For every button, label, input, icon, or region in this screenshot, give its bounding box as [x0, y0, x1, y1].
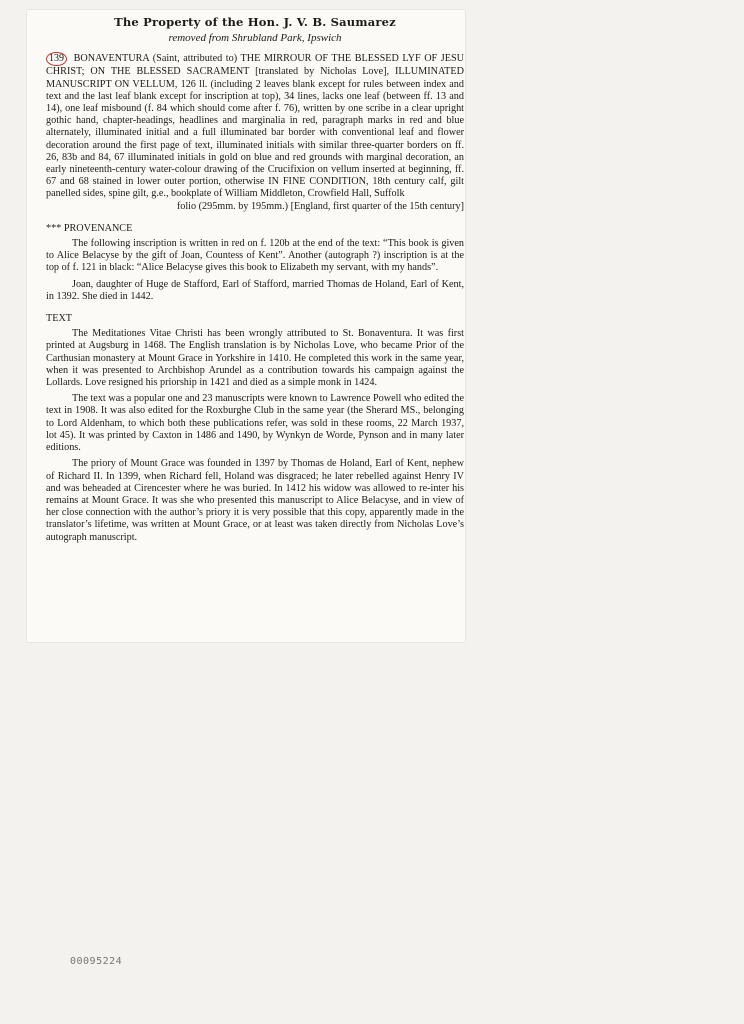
text-paragraph-3: The priory of Mount Grace was founded in 1397 by Thomas de Holand, Earl of Kent, nephew of Richard II. In 1399, when Richard fell, Holand was disgraced; he later rebelled against Henry IV and was beheaded at Cirencester where he was buried. In 1412 his widow was allowed to re-inter his remains at Mount Grace. It was she who presented this manuscript to Alice Belacyse, and in view of her close connection with the author’s priory it is very possible that this copy, apparently made in the translator’s lifetime, was written at Mount Grace, or at least was taken directly from Nicholas Love’s autograph manuscript.	[46, 458, 464, 543]
text-heading: TEXT	[46, 313, 73, 325]
provenance-paragraph-2: Joan, daughter of Huge de Stafford, Earl of Stafford, married Thomas de Holand, Earl of Kent, in 1392. She died in 1442.	[46, 278, 464, 302]
source-subheader: removed from Shrubland Park, Ipswich	[168, 32, 342, 45]
text-paragraph-1: The Meditationes Vitae Christi has been wrongly attributed to St. Bonaventura. It was first printed at Augsburg in 1468. The English translation is by Nicholas Love, who became Prior of the Carthusian monastery at Mount Grace in Yorkshire in 1410. He completed this work in the same year, when it was presented to Archbishop Arundel as a contribution towards his campaign against the Lollards. Love resigned his priorship in 1421 and died as a simple monk in 1424.	[46, 328, 464, 389]
accession-number: 00095224	[70, 956, 123, 967]
lot-number-circled: 139	[46, 52, 67, 66]
provenance-paragraph-1: The following inscription is written in red on f. 120b at the end of the text: “This book is given to Alice Belacyse by the gift of Joan, Countess of Kent”. Another (autograph ?) inscription is at the top of f. 121 in black: “Alice Belacyse gives this book to Elizabeth my servant, with my hands”.	[46, 238, 464, 274]
lot-description	[46, 52, 464, 200]
lot-description-text: BONAVENTURA (Saint, attributed to) THE MIRROUR OF THE BLESSED LYF OF JESU CHRIST; ON THE BLESSED SACRAMENT [translated by Nicholas Love], ILLUMINATED MANUSCRIPT ON VELLUM, 126 ll. (including 2 leaves blank except for rules between index and text and the last leaf blank except for inscription at top), 34 lines, lacks one leaf (between ff. 13 and 14), one leaf misbound (f. 84 which should come after f. 76), written by one scribe in a clear upright gothic hand, chapter-headings, headlines and marginalia in red, paragraph marks in red and blue alternately, illuminated initial and a full illuminated bar border with conventional leaf and flower decoration around the first page of text, illuminated initials with similar three-quarter borders on ff. 26, 83b and 84, 67 illuminated initials in gold on blue and red grounds with marginal decoration, an early nineteenth-century water-colour drawing of the Crucifixion on vellum inserted at beginning, ff. 67 and 68 stained in lower outer portion, otherwise IN FINE CONDITION, 18th century calf, gilt panelled sides, spine gilt, g.e., bookplate of William Middleton, Crowfield Hall, Suffolk	[46, 53, 464, 200]
provenance-heading: *** PROVENANCE	[46, 222, 133, 234]
lot-format-line: folio (295mm. by 195mm.) [England, first quarter of the 15th century]	[176, 200, 464, 212]
owner-header: The Property of the Hon. J. V. B. Saumarez	[114, 15, 396, 29]
catalogue-entry	[46, 16, 464, 544]
text-paragraph-2: The text was a popular one and 23 manuscripts were known to Lawrence Powell who edited the text in 1908. It was also edited for the Roxburghe Club in the same year (the Sherard MS., belonging to Lord Aldenham, to which both these publications refer, was sold in these rooms, 22 March 1937, lot 45). It was printed by Caxton in 1486 and 1490, by Wynkyn de Worde, Pynson and in many later editions.	[46, 393, 464, 454]
